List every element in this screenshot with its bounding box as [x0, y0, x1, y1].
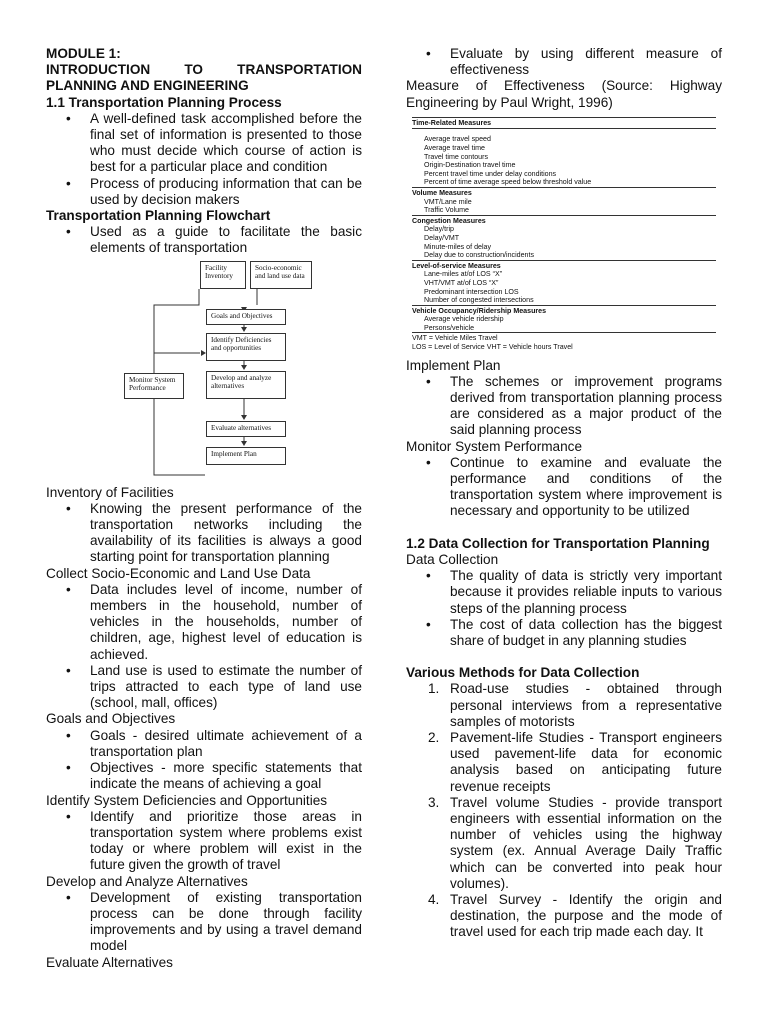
identify-heading: Identify System Deficiencies and Opportunities [46, 792, 328, 808]
moe-category: Time-Related Measures [412, 117, 716, 130]
flowchart-bullet-list [46, 224, 362, 256]
flowchart-heading: Transportation Planning Flowchart [46, 208, 271, 224]
moe-item: Origin-Destination travel time [424, 161, 516, 170]
item-number: 2. [428, 729, 440, 745]
goals-objectives-box: Goals and Objectives [206, 309, 286, 325]
moe-category: Level-of-service Measures [412, 260, 716, 271]
module-title: MODULE 1: [46, 46, 121, 61]
right-column [406, 46, 722, 941]
list-item: • Used as a guide to facilitate the basic elements of transportation [46, 224, 362, 256]
methods-list [406, 681, 722, 940]
list-item: • The quality of data is strictly very important because it provides reliable inputs to various steps of the planning process [406, 568, 722, 617]
moe-item: Number of congested intersections [424, 296, 534, 305]
moe-item: Percent travel time under delay conditions [424, 169, 557, 178]
socio-bullet-list [46, 582, 362, 712]
develop-alternatives-box: Develop and analyze alternatives [206, 371, 286, 399]
list-item: • Objectives - more specific statements that indicate the means of achieving a goal [46, 760, 362, 792]
arrow-head [241, 441, 247, 446]
list-item: • A well-defined task accomplished before the final set of information is presented to those who must decide which course of action is best for a particular place and condition [46, 111, 362, 176]
list-item: • Knowing the present performance of the transportation networks including the availability of its facilities is always a good starting point for transportation planning [46, 501, 362, 566]
moe-item: VHT/VMT at/of LOS “X” [424, 278, 499, 287]
develop-bullet-list [46, 890, 362, 955]
moe-item: Average travel speed [424, 135, 491, 144]
list-item: • Continue to examine and evaluate the performance and conditions of the transportation system where improvement is necessary and opportunity to be utilized [406, 455, 722, 520]
item-number: 3. [428, 794, 440, 810]
moe-category: Congestion Measures [412, 215, 716, 226]
moe-item: Average vehicle ridership [424, 315, 504, 324]
moe-item: Average travel time [424, 144, 485, 152]
list-item: • Data includes level of income, number of members in the household, number of vehicles in the households, number of children, age, highest level of education is achieved. [46, 582, 362, 663]
moe-items-time [412, 135, 716, 187]
list-item: • The cost of data collection has the biggest share of budget in any planning studies [406, 617, 722, 649]
moe-item: VMT/Lane mile [424, 197, 472, 206]
identify-deficiencies-box: Identify Deficiencies and opportunities [206, 333, 286, 361]
list-item [406, 892, 722, 941]
evaluate-alternatives-box: Evaluate alternatives [206, 421, 286, 437]
item-number: 4. [428, 891, 440, 907]
goals-bullet-list [46, 728, 362, 793]
moe-table [412, 117, 716, 352]
moe-footnote: VMT = Vehicle Miles Travel [412, 332, 716, 343]
socio-economic-box: Socio-economic and land use data [250, 261, 312, 289]
moe-item: Travel time contours [424, 152, 488, 161]
list-item: • Land use is used to estimate the number of trips attracted to each type of land use (school, mall, offices) [46, 663, 362, 712]
list-item [406, 730, 722, 795]
facility-inventory-box: Facility Inventory [200, 261, 246, 289]
left-column [46, 46, 362, 971]
moe-item: Delay/VMT [424, 233, 460, 242]
moe-item: Delay/trip [424, 225, 454, 234]
develop-heading: Develop and Analyze Alternatives [46, 873, 248, 889]
tpp-bullet-list [46, 111, 362, 208]
data-collection-heading: Data Collection [406, 551, 499, 567]
moe-item: Lane-miles at/of LOS “X” [424, 270, 503, 279]
monitor-heading: Monitor System Performance [406, 438, 583, 454]
implement-plan-box: Implement Plan [206, 447, 286, 465]
moe-item: Delay due to construction/incidents [424, 251, 535, 260]
implement-heading: Implement Plan [406, 357, 501, 373]
moe-item: Predominant intersection LOS [424, 287, 519, 296]
evaluate-bullet-list [406, 46, 722, 78]
item-text: Pavement-life Studies - Transport engineers used pavement-life data for economic analysis based on anticipating future revenue receipts [450, 729, 722, 794]
moe-item: Percent of time average speed below threshold value [424, 178, 592, 187]
planning-flowchart [120, 261, 320, 481]
item-text: Travel Survey - Identify the origin and destination, the purpose and the mode of travel used for each trip made each day. It [450, 891, 722, 940]
arrow-head [241, 365, 247, 370]
moe-footnote: LOS = Level of Service VHT = Vehicle hours Travel [412, 343, 573, 352]
goals-heading: Goals and Objectives [46, 711, 176, 727]
list-item [406, 681, 722, 730]
item-number: 1. [428, 681, 440, 697]
item-text: Travel volume Studies - provide transport engineers with essential information on the number of vehicles using the highway system (ex. Annual Average Daily Traffic which can be converted into peak hour volumes). [450, 794, 722, 891]
data-bullet-list [406, 568, 722, 649]
moe-category: Vehicle Occupancy/Ridership Measures [412, 305, 716, 316]
list-item: • Development of existing transportation process can be done through facility improvements and by using a travel demand model [46, 890, 362, 955]
moe-item: Persons/vehicle [424, 323, 475, 332]
moe-item: Minute-miles of delay [424, 242, 492, 251]
monitor-performance-box: Monitor System Performance [124, 373, 184, 399]
section-1-2-heading: 1.2 Data Collection for Transportation Planning [406, 535, 710, 551]
inventory-bullet-list [46, 501, 362, 566]
spacer [406, 520, 722, 536]
moe-category: Volume Measures [412, 187, 716, 198]
intro-title: INTRODUCTION TO TRANSPORTATION [46, 62, 362, 78]
monitor-bullet-list [406, 455, 722, 520]
list-item: • Process of producing information that can be used by decision makers [46, 176, 362, 208]
evaluate-heading: Evaluate Alternatives [46, 954, 173, 970]
spacer [406, 649, 722, 665]
section-1-1-heading: 1.1 Transportation Planning Process [46, 94, 282, 110]
moe-item: Traffic Volume [424, 206, 469, 215]
item-text: Road-use studies - obtained through personal interviews from a representative samples of motorists [450, 681, 722, 729]
inventory-heading: Inventory of Facilities [46, 484, 174, 500]
socio-heading: Collect Socio-Economic and Land Use Data [46, 565, 311, 581]
list-item [406, 795, 722, 892]
moe-intro: Measure of Effectiveness (Source: Highway Engineering by Paul Wright, 1996) [406, 78, 722, 110]
list-item: • Evaluate by using different measure of effectiveness [406, 46, 722, 78]
implement-bullet-list [406, 374, 722, 439]
methods-heading: Various Methods for Data Collection [406, 665, 640, 681]
intro-title-2: PLANNING AND ENGINEERING [46, 78, 249, 94]
arrow-head [241, 327, 247, 332]
identify-bullet-list [46, 809, 362, 874]
list-item: • Goals - desired ultimate achievement of a transportation plan [46, 728, 362, 760]
list-item: • The schemes or improvement programs derived from transportation planning process are considered as a major product of the said planning process [406, 374, 722, 439]
arrow-head [241, 415, 247, 420]
list-item: • Identify and prioritize those areas in transportation system where problems exist today or where problem will exist in the future given the growth of travel [46, 809, 362, 874]
